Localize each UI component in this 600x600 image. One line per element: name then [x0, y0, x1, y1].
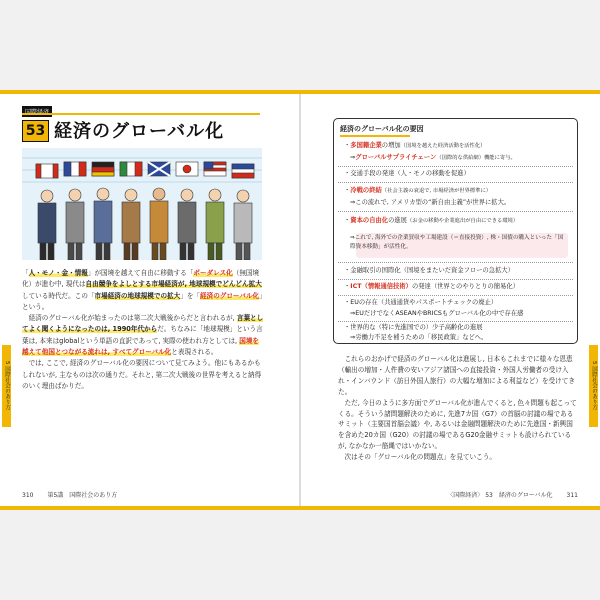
factor-item: ⇒これで, 海外での企業買収や工場建設（＝直接投資）, 株・国債の購入といった「国際資本移動」が活性化。 — [350, 235, 564, 250]
factor-item: ⇒グローバルサプライチェーン（国際的な供給網）機能に寄与。 — [350, 154, 516, 161]
factor-item: ・ICT（情報通信技術）の発達（世界とのやりとりの簡易化） — [344, 283, 519, 290]
factor-item: ・交通手段の発達（人・モノの移動を促進） — [344, 170, 470, 177]
book-gutter — [299, 94, 301, 506]
factor-item: ・金融取引の国際化（国境をまたいだ資金フローの急拡大） — [344, 267, 515, 274]
factor-item: ・EUの存在（共通通貨やパスポートチェックの廃止） — [344, 299, 498, 306]
bottom-margin — [0, 510, 600, 600]
divider — [338, 295, 573, 296]
right-footer — [447, 490, 578, 499]
right-body-text: これらのおかげで経済のグローバル化は進展し, 日本もこれまでに様々な恩恵（輸出の増加・人件費の安いアジア諸国への直接投資・外国人労働者の受け入れ・インバウンド（訪日外国人旅行）の大幅な増加による利益など）を受けてきた。 ただ, 今日のように多方面でグローバル化が進んでくると, 色々問題も起こってくる。そういう諸問題解決のために, 先進7カ国（G7）の首脳の討議の場であるサミット（主要国首脳会議）や, あるいは金融問題解決のために先進国・新興国を含めた20カ国（G20）の討議の場であるG20金融サミットも設けられているが, なかなか一筋縄ではいかない。 次はその「グローバル化の問題点」を見ていこう。 — [338, 355, 577, 462]
factor-item: ・資本の自由化の進展（お金の移動や企業進出が自由にできる環境） — [344, 217, 519, 224]
divider — [338, 279, 573, 280]
chapter-number: 53 — [22, 120, 49, 142]
divider — [338, 211, 573, 212]
left-chapter-label: 第5講 国際社会のあり方 — [47, 492, 118, 499]
factor-item: ⇒この流れで, アメリカ型の“新自由主義”が世界に拡大。 — [350, 199, 511, 206]
right-section-label: 〈国際経済〉 53 経済のグローバル化 — [447, 492, 553, 499]
factor-item: ・多国籍企業の増加（国境を越えた経済活動を活性化） — [344, 142, 486, 149]
left-footer — [22, 490, 117, 499]
factor-item: ・冷戦の終結（社会主義の衰退で, 市場経済が世界標準に） — [344, 187, 492, 194]
right-page-number: 311 — [566, 492, 578, 499]
illustration-business-people-flags — [22, 148, 262, 260]
section-tag — [22, 106, 52, 117]
top-margin — [0, 0, 600, 90]
left-page-number: 310 — [22, 492, 34, 499]
factor-item: ・世界的な（特に先進国での）少子高齢化の進展 — [344, 324, 483, 331]
factor-item: ⇒労働力不足を補うための「移民政策」などへ。 — [350, 334, 488, 341]
right-side-tab: 5 国際社会のあり方 — [589, 345, 598, 427]
divider — [338, 321, 573, 322]
left-side-tab: 5 国際社会のあり方 — [2, 345, 11, 427]
factors-box-title: 経済のグローバル化の要因 — [340, 125, 424, 133]
page-title: 経済のグローバル化 — [54, 121, 225, 142]
factor-item: ⇒EUだけでなくASEANやBRICSもグローバル化の中で存在感 — [350, 310, 524, 317]
title-accent-line — [22, 113, 260, 115]
divider — [338, 166, 573, 167]
box-title-underline — [340, 135, 410, 137]
left-body-text: 「人・モノ・金・情報」が国境を越えて自由に移動する「ボーダレス化（無国境化）が進む中, 現代は自由競争をよしとする市場経済が, 地球規模でどんどん拡大している時代だ。この「市場経済の地球規模での拡大」を「経済のグローバル化」という。 経済のグローバル化が始まったのは第二次大戦後からだと言われるが, 言葉としてよく聞くようになったのは, 1990年代からだ。ちなみに「地球規模」という言葉は, 本来はglobalという単語の直訳であって, 実際の使われ方としては, 国境を越えて他国とつながる流れは, すべてグローバル化と表現される。 では, ここで, 経済のグローバル化の要因について見てみよう。他にもあるかもしれないが, 主なものは次の通りだ。それと, 第二次大戦後の世界を考えると納得のいく理由ばかりだ。 — [22, 269, 264, 390]
divider — [338, 262, 573, 263]
divider — [338, 182, 573, 183]
